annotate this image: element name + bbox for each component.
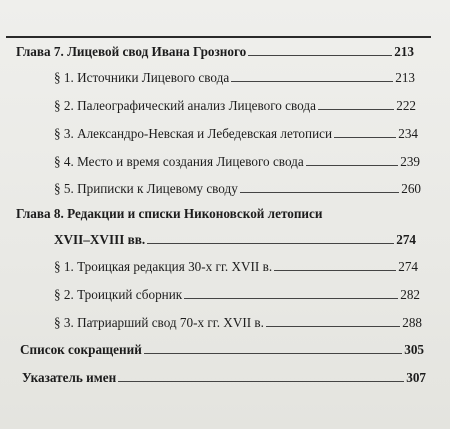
toc-entry-section xyxy=(54,181,421,197)
toc-entry-page: 305 xyxy=(404,342,424,357)
dot-leader xyxy=(144,353,402,354)
toc-entry-page: 213 xyxy=(394,44,414,59)
toc-entry-section xyxy=(54,259,418,275)
toc-entry-title: § 1. Троицкая редакция 30-х гг. XVII в. xyxy=(54,259,273,274)
toc-entry-title: § 3. Патриарший свод 70-х гг. XVII в. xyxy=(54,315,264,330)
dot-leader xyxy=(274,270,396,271)
dot-leader xyxy=(306,165,399,166)
dot-leader xyxy=(334,137,396,138)
dot-leader xyxy=(240,192,399,193)
toc-entry-title: Список сокращений xyxy=(20,342,142,357)
top-rule xyxy=(6,36,431,38)
toc-entry-chapter-7 xyxy=(16,44,414,60)
toc-entry-page: 288 xyxy=(402,315,422,330)
toc-entry-page: 307 xyxy=(406,370,426,385)
toc-entry-title: Глава 7. Лицевой свод Ивана Грозного xyxy=(16,44,247,59)
toc-entry-title: § 2. Троицкий сборник xyxy=(54,287,183,302)
toc-entry-abbreviations xyxy=(20,342,424,358)
toc-entry-name-index xyxy=(22,370,426,386)
toc-entry-section xyxy=(54,287,420,303)
toc-entry-title: Глава 8. Редакции и списки Никоновской летописи xyxy=(16,206,323,221)
toc-entry-page: 260 xyxy=(401,181,421,196)
dot-leader xyxy=(266,326,400,327)
toc-entry-title: § 1. Источники Лицевого свода xyxy=(54,70,230,85)
toc-entry-page: 274 xyxy=(398,259,418,274)
toc-entry-section xyxy=(54,315,422,331)
dot-leader xyxy=(231,81,393,82)
toc-entry-chapter-8-line1 xyxy=(16,206,323,222)
toc-entry-page: 274 xyxy=(396,232,416,247)
dot-leader xyxy=(184,298,398,299)
dot-leader xyxy=(248,55,392,56)
toc-entry-section xyxy=(54,70,415,86)
toc-entry-page: 213 xyxy=(395,70,415,85)
dot-leader xyxy=(118,381,404,382)
toc-entry-title: Указатель имен xyxy=(22,370,117,385)
toc-entry-title: § 2. Палеографический анализ Лицевого свода xyxy=(54,98,316,113)
toc-entry-page: 234 xyxy=(398,126,418,141)
toc-entry-page: 282 xyxy=(400,287,420,302)
toc-entry-section xyxy=(54,154,420,170)
toc-entry-title: § 5. Приписки к Лицевому своду xyxy=(54,181,238,196)
toc-entry-title: § 3. Александро-Невская и Лебедевская летописи xyxy=(54,126,333,141)
dot-leader xyxy=(318,109,394,110)
toc-entry-page: 239 xyxy=(400,154,420,169)
toc-entry-title: XVII–XVIII вв. xyxy=(54,232,146,247)
toc-entry-page: 222 xyxy=(396,98,416,113)
toc-entry-section xyxy=(54,98,416,114)
toc-entry-title: § 4. Место и время создания Лицевого свода xyxy=(54,154,304,169)
dot-leader xyxy=(147,243,394,244)
toc-entry-section xyxy=(54,126,418,142)
toc-entry-chapter-8 xyxy=(54,232,416,248)
